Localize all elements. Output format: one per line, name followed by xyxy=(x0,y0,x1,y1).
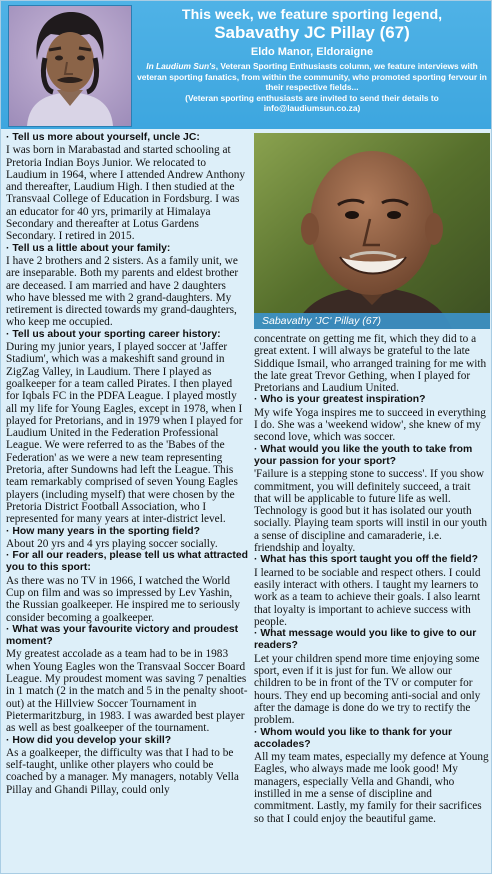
question: · Tell us about your sporting career history: xyxy=(6,328,221,340)
answer: As there was no TV in 1966, I watched the World Cup on film and was so impressed by Lev Yashin, the Russian goalkeeper. He inspired me to seriously consider becoming a goalkeeper. xyxy=(6,574,241,624)
header-text-block xyxy=(136,7,488,114)
answer: About 20 yrs and 4 yrs playing soccer socially. xyxy=(6,537,218,550)
article-header xyxy=(1,1,492,129)
intro-rest: , Veteran Sporting Enthusiasts column, we feature interviews with veteran sporting fanatics, from within the community, who promoted sporting fervour in their respective fields... xyxy=(137,61,487,92)
question: · For all our readers, please tell us what attracted you to this sport: xyxy=(6,550,248,574)
young-portrait-photo xyxy=(8,5,132,127)
answer: I learned to be sociable and respect others. I could easily interact with others. I taught my learners to work as a team to achieve their goals. I also learnt that loyalty is important to achieve success with people. xyxy=(254,566,481,628)
left-column xyxy=(6,132,248,796)
question: · What message would you like to give to our readers? xyxy=(254,628,477,652)
question: · How did you develop your skill? xyxy=(6,734,172,746)
right-column xyxy=(254,333,490,825)
header-line1: This week, we feature sporting legend, xyxy=(181,7,443,23)
header-location: Eldo Manor, Eldoraigne xyxy=(250,46,374,58)
elder-portrait-photo xyxy=(254,133,490,329)
question: · Tell us a little about your family: xyxy=(6,242,171,254)
question: · Tell us more about yourself, uncle JC: xyxy=(6,132,200,143)
answer: My wife Yoga inspires me to succeed in everything I do. She was a 'weekend widow', she knew of my second love, which was soccer. xyxy=(254,406,486,444)
question: · Whom would you like to thank for your accolades? xyxy=(254,726,452,750)
header-intro xyxy=(136,61,488,93)
answer: I was born in Marabastad and started schooling at Pretoria Indian Boys Junior. We relocated to Laudium in 1964, where I attended Andrew Anthony and thereafter, Laudium High. I then studied at the Transvaal College of Education in Fordsburg. I was an educator for 40 yrs, primarily at Himalaya Secondary and thereafter at Lotus Gardens Secondary. I retired in 2015. xyxy=(6,144,246,243)
answer: Let your children spend more time enjoying some sport, even if it is just for fun. We allow our children to be in front of the TV or computer for hours. They end up becoming anti-social and only after the damage is done do we try to rectify the problem. xyxy=(254,652,481,727)
header-invite: (Veteran sporting enthusiasts are invited to send their details to info@laudiumsun.co.za) xyxy=(185,92,439,113)
question: · Who is your greatest inspiration? xyxy=(254,394,426,406)
answer: I have 2 brothers and 2 sisters. As a family unit, we are inseparable. Both my parents and eldest brother are deceased. I am married and have 2 daughters who have blessed me with 2 grand-daughters. My retirement is directed towards my grand-daughters, who keep me occupied. xyxy=(6,254,239,329)
answer: During my junior years, I played soccer at 'Jaffer Stadium', which was a makeshift sand ground in ZigZag Valley, in Laudium. There I played as goalkeeper for a team called Pirates. I then played for Iqbals FC in the PDFA League. I played mostly all my life for Young Eagles, except in 1978, when I played for Pretorians, and in 1979 when I played for Laudium United in the Federation Professional League. We were referred to as the 'Babes of the Federation' as we were a new team representing Pretoria, after Sundowns had left the League. This team remarkably comprised of seven Young Eagles players (including myself) that were chosen by the Pretoria District Football Association, who I represented for many years at inter-district level. xyxy=(6,341,243,526)
answer: My greatest accolade as a team had to be in 1983 when Young Eagles won the Transvaal Soccer Board League. My proudest moment was saving 7 penalties in 1 match (2 in the match and 5 in the penalty shoot-out) at the Hillview Soccer Tournament in Pietermaritzburg, in 1983. I was awarded best player as well as best goalkeeper of the tournament. xyxy=(6,648,248,735)
question: · What has this sport taught you off the field? xyxy=(254,554,478,566)
answer: As a goalkeeper, the difficulty was that I had to be self-taught, unlike other players who could be coached by a manager. My managers, notably Vella Pillay and Ghandi Pillay, could only xyxy=(6,746,239,796)
question: · What would you like the youth to take from your passion for your sport? xyxy=(254,443,473,467)
question: · How many years in the sporting field? xyxy=(6,525,200,537)
answer: 'Failure is a stepping stone to success'. If you show commitment, you will definitely succeed, a trait that will be applicable to future life as well. Technology is good but it has isolated our youth socially. Playing team sports will instil in our youth a sense of discipline and camaraderie, i.e. friendship and loyalty. xyxy=(254,468,488,555)
header-name: Sabavathy JC Pillay (67) xyxy=(214,23,410,42)
intro-italic: In Laudium Sun's xyxy=(146,61,216,71)
answer-continued: concentrate on getting me fit, which they did to a great extent. I will always be grateful to the late Siddique Ismail, who arranged training for me with the late great Trevor Gething, when I played for Pretorians and Laudium United. xyxy=(254,333,487,395)
answer: All my team mates, especially my defence at Young Eagles, who always made me look good! My managers, especially Vella and Ghandi, who instilled in me a sense of discipline and commitment. Lastly, my family for their sacrifices so that I could enjoy the beautiful game. xyxy=(254,751,489,825)
photo-caption: Sabavathy 'JC' Pillay (67) xyxy=(254,313,490,329)
question: · What was your favourite victory and proudest moment? xyxy=(6,623,239,648)
